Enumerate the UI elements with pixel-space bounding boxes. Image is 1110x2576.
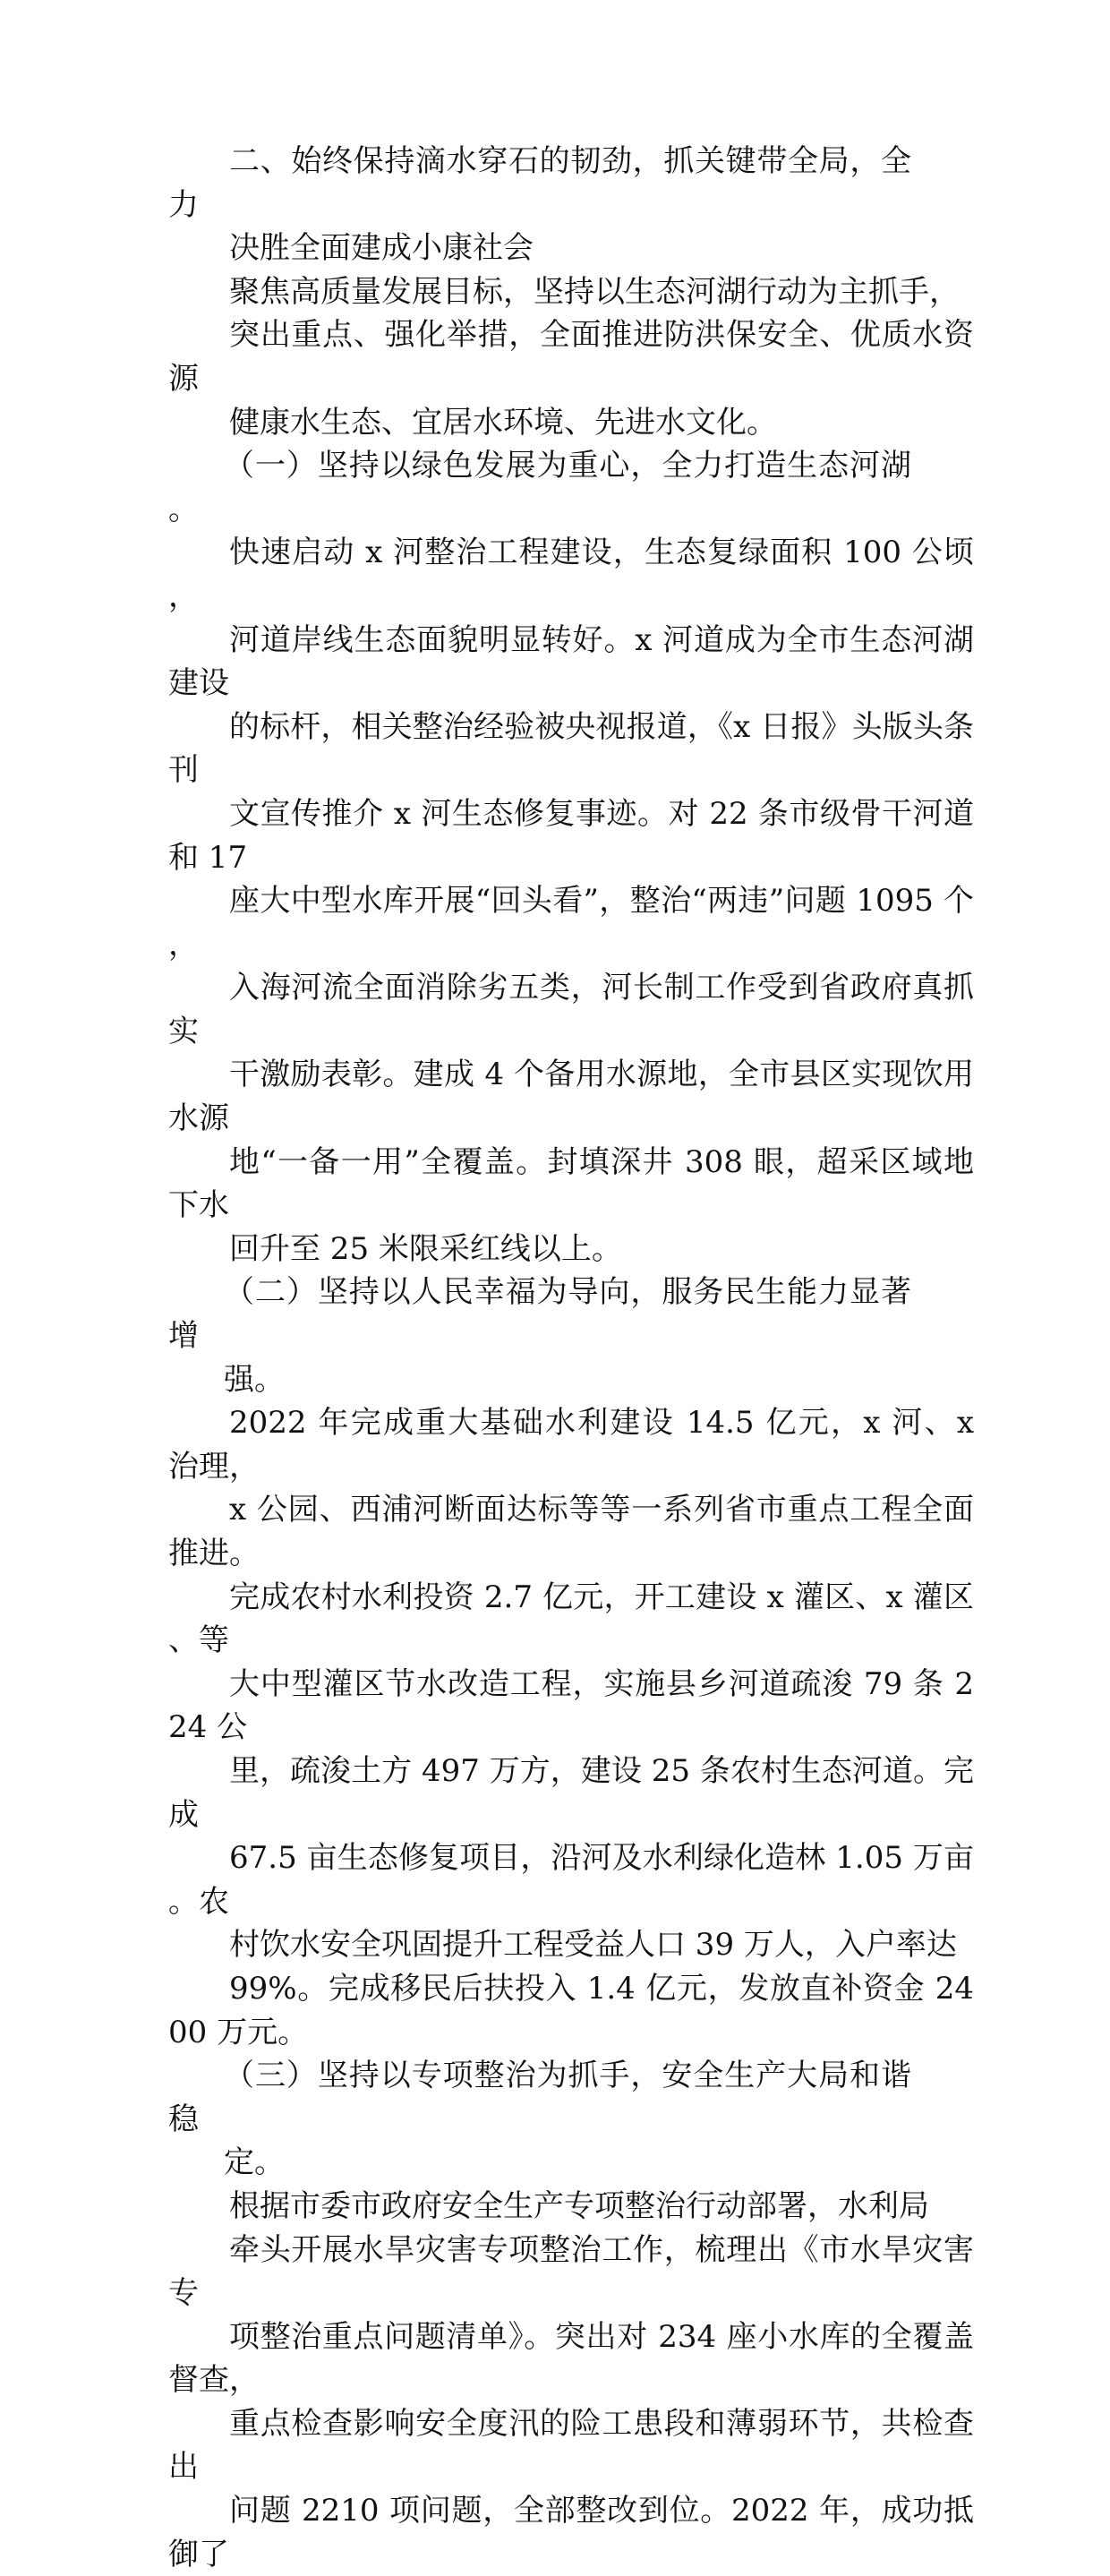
- subsection-heading: [168, 2054, 974, 2185]
- text-line: 里，疏浚土方 497 万方，建设 25 条农村生态河道。完成: [168, 1752, 974, 1833]
- text-line: 问题 2210 项问题，全部整改到位。2022 年，成功抵御了: [168, 2493, 974, 2572]
- text-line: 重点检查影响安全度汛的险工患段和薄弱环节，共检查出: [168, 2405, 974, 2486]
- text-line: 完成农村水利投资 2.7 亿元，开工建设 x 灌区、x 灌区、等: [168, 1579, 974, 1659]
- text-line: 聚焦高质量发展目标，坚持以生态河湖行动为主抓手，: [229, 273, 960, 310]
- text-line: 快速启动 x 河整治工程建设，生态复绿面积 100 公顷，: [168, 535, 974, 614]
- text-line: （二）坚持以人民幸福为导向，服务民生能力显著增: [168, 1274, 911, 1355]
- text-line: （一）坚持以绿色发展为重心，全力打造生态河湖。: [168, 448, 911, 527]
- text-line: 决胜全面建成小康社会: [229, 230, 534, 267]
- text-line: 村饮水安全巩固提升工程受益人口 39 万人，入户率达: [229, 1927, 957, 1964]
- text-line: 根据市委市政府安全生产专项整治行动部署，水利局: [229, 2187, 929, 2224]
- text-line: 定。: [224, 2144, 285, 2181]
- body-paragraph: [168, 270, 974, 444]
- text-line: 入海河流全面消除劣五类，河长制工作受到省政府真抓实: [168, 970, 974, 1049]
- text-line: 67.5 亩生态修复项目，沿河及水利绿化造林 1.05 万亩。农: [168, 1840, 974, 1920]
- text-line: 2022 年完成重大基础水利建设 14.5 亿元，x 河、x 治理，: [168, 1405, 984, 1485]
- body-paragraph: [168, 1401, 984, 2054]
- text-line: 地“一备一用”全覆盖。封填深井 308 眼，超采区域地下水: [168, 1143, 974, 1224]
- text-line: 99%。完成移民后扶投入 1.4 亿元，发放直补资金 2400 万元。: [168, 1970, 974, 2050]
- text-line: 大中型灌区节水改造工程，实施县乡河道疏浚 79 条 224 公: [168, 1665, 974, 1746]
- body-paragraph: [168, 2185, 974, 2576]
- text-line: 健康水生态、宜居水环境、先进水文化。: [229, 404, 777, 441]
- text-line: 项整治重点问题清单》。突出对 234 座小水库的全覆盖督查，: [168, 2318, 974, 2399]
- text-line: （三）坚持以专项整治为抓手，安全生产大局和谐稳: [168, 2058, 911, 2137]
- text-line: 的标杆，相关整治经验被央视报道，《x 日报》头版头条刊: [168, 708, 974, 789]
- text-line: 强。: [224, 1361, 285, 1398]
- text-line: 干激励表彰。建成 4 个备用水源地，全市县区实现饮用水源: [168, 1057, 974, 1137]
- text-line: x 公园、西浦河断面达标等等一系列省市重点工程全面推进。: [168, 1492, 974, 1571]
- document-page: [168, 140, 984, 2576]
- body-paragraph: [168, 531, 974, 1271]
- text-line: 回升至 25 米限采红线以上。: [229, 1230, 622, 1267]
- text-line: 文宣传推介 x 河生态修复事迹。对 22 条市级骨干河道和 17: [168, 795, 974, 876]
- text-line: 二、始终保持滴水穿石的韧劲，抓关键带全局，全力: [168, 143, 911, 223]
- section-heading: [168, 140, 974, 270]
- text-line: 座大中型水库开展“回头看”，整治“两违”问题 1095 个，: [168, 883, 974, 963]
- text-line: 突出重点、强化举措，全面推进防洪保安全、优质水资源: [168, 317, 974, 397]
- text-line: 河道岸线生态面貌明显转好。x 河道成为全市生态河湖建设: [168, 621, 974, 702]
- subsection-heading: [168, 444, 974, 531]
- subsection-heading: [168, 1271, 974, 1401]
- text-line: 牵头开展水旱灾害专项整治工作，梳理出《市水旱灾害专: [168, 2231, 974, 2312]
